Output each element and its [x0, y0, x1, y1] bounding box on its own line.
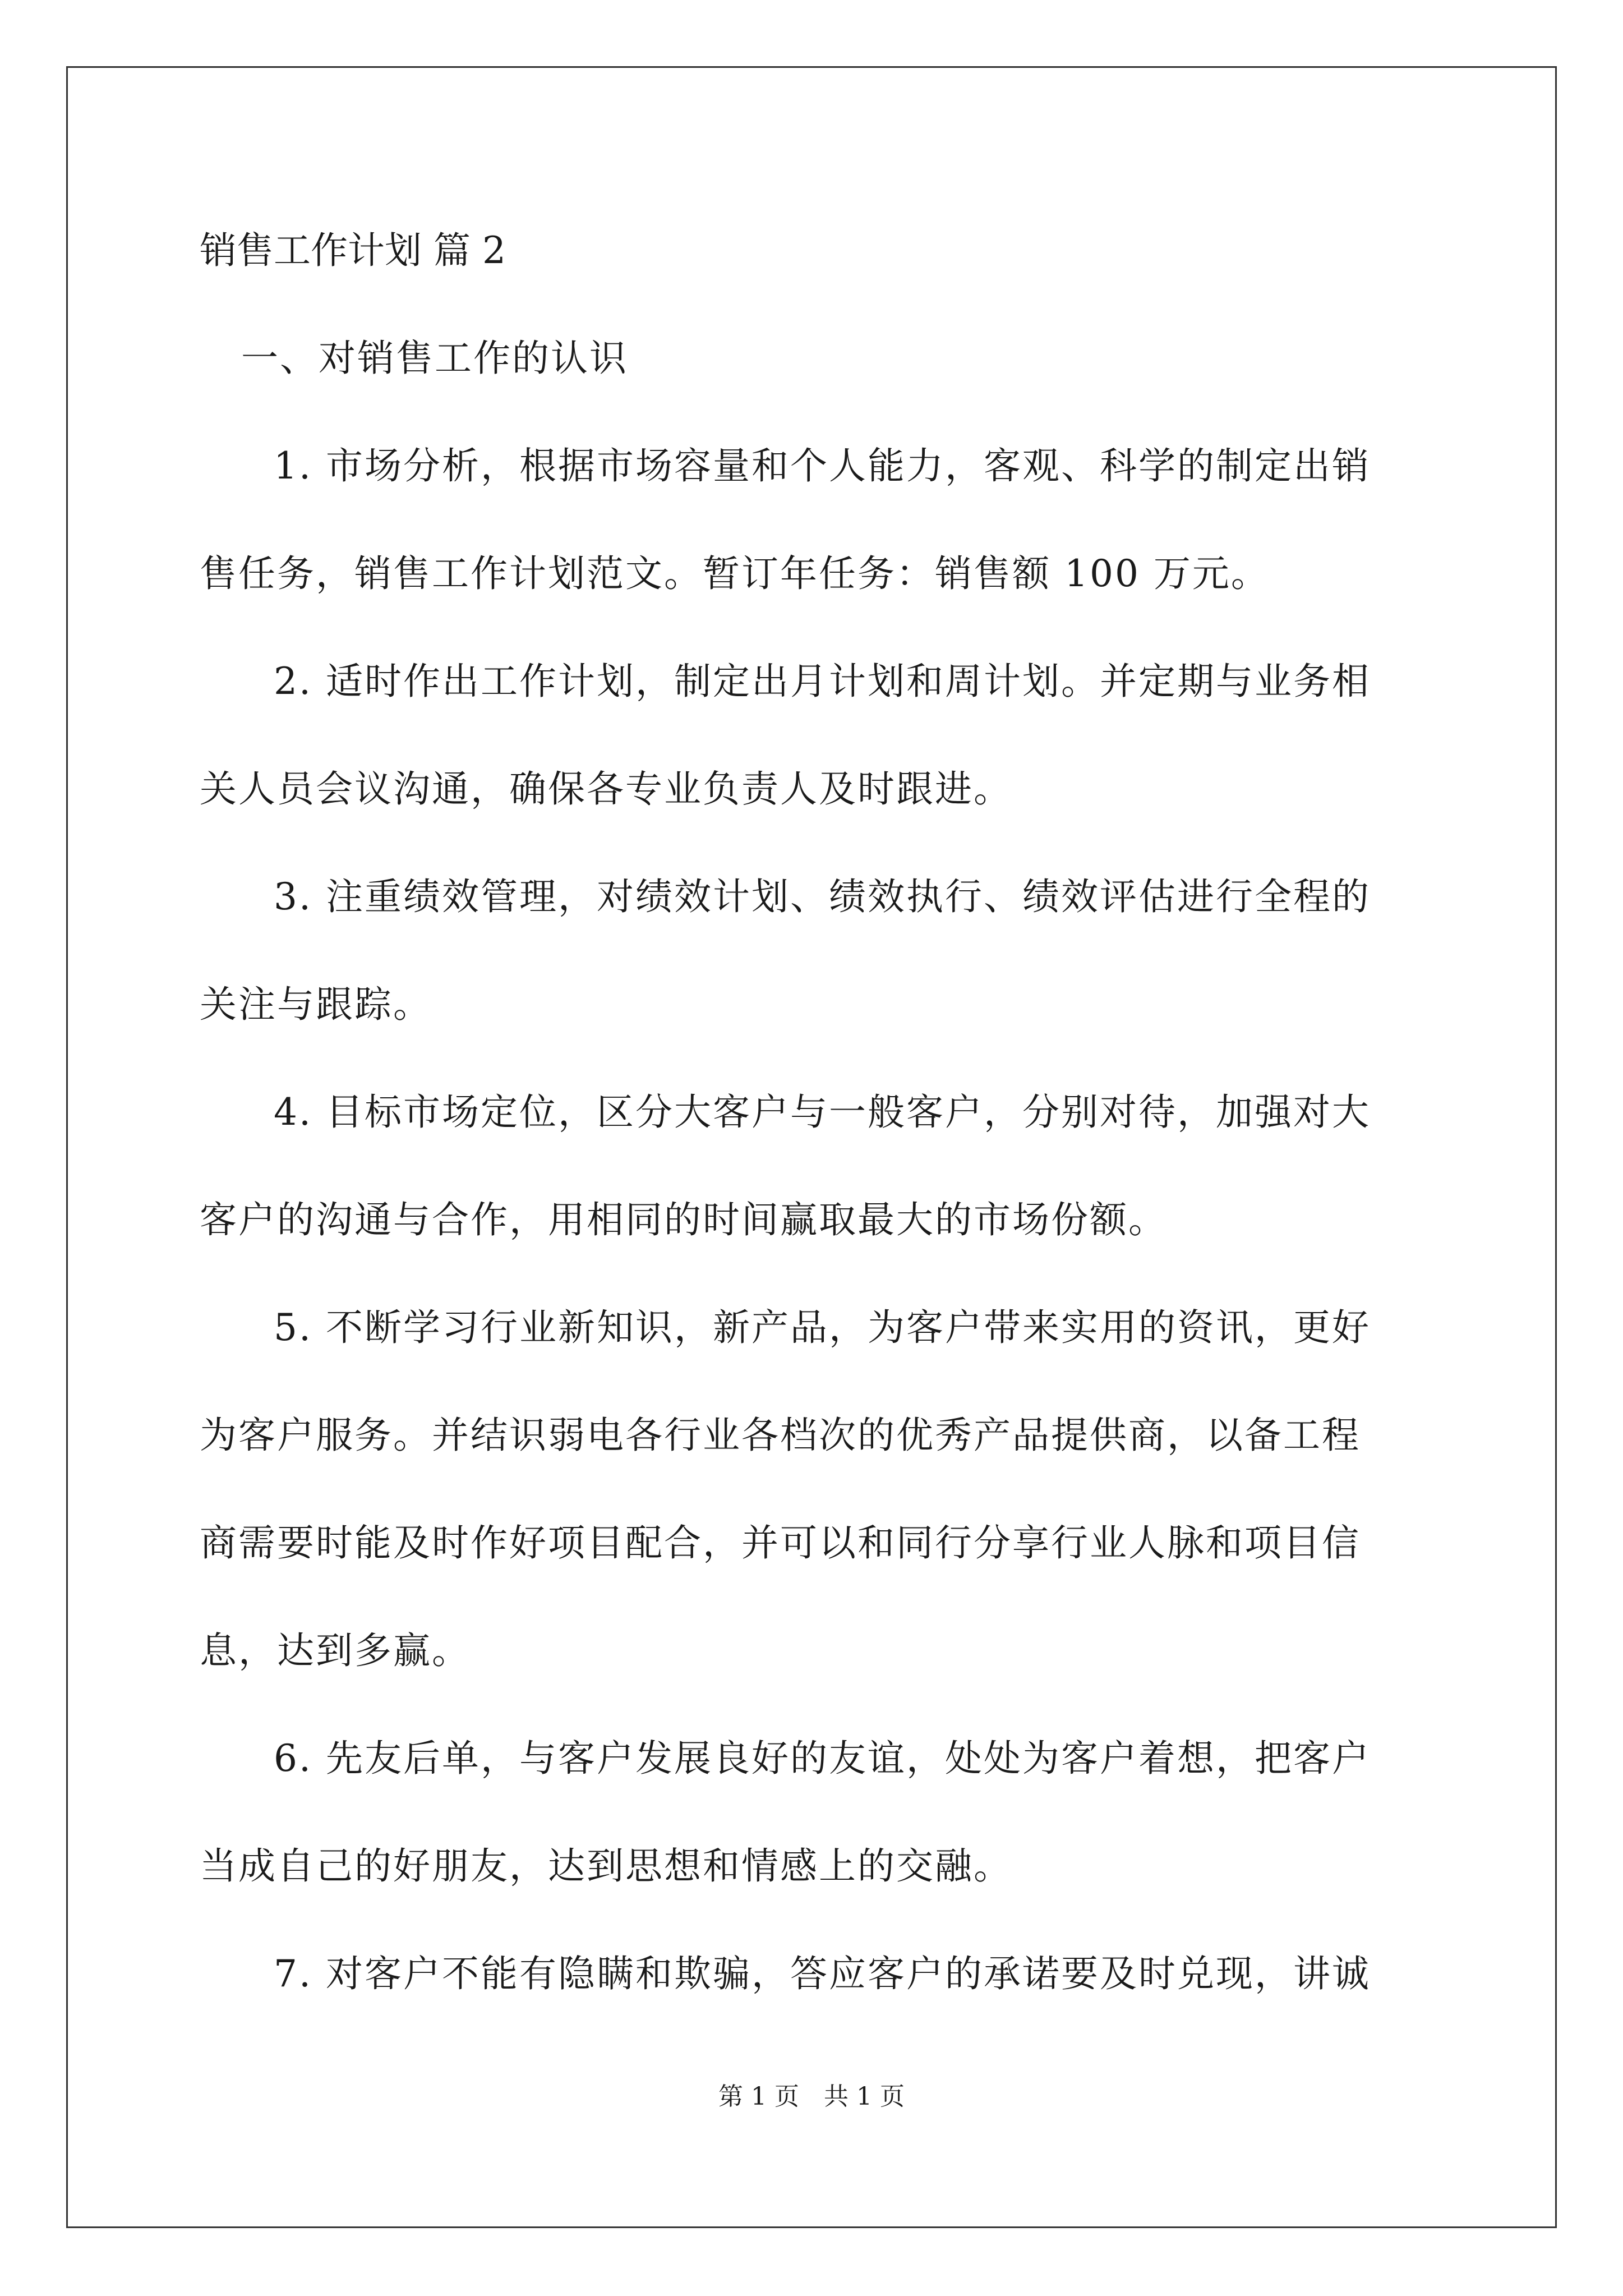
page-footer: 第 1 页 共 1 页: [718, 2082, 905, 2111]
paragraph-line: 关人员会议沟通，确保各专业负责人及时跟进。: [200, 767, 1012, 811]
paragraph-line: 当成自己的好朋友，达到思想和情感上的交融。: [200, 1844, 1012, 1888]
paragraph-6: [200, 1732, 1424, 1893]
paragraph-line: 3. 注重绩效管理，对绩效计划、绩效执行、绩效评估进行全程的: [274, 875, 1371, 918]
document-body: [200, 224, 1424, 2055]
paragraph-line: 商需要时能及时作好项目配合，并可以和同行分享行业人脉和项目信: [200, 1521, 1361, 1565]
paragraph-line: 售任务，销售工作计划范文。暂订年任务：销售额 100 万元。: [200, 552, 1270, 595]
paragraph-2: [200, 655, 1424, 816]
section-heading: 一、对销售工作的认识: [241, 337, 628, 380]
paragraph-3: [200, 871, 1424, 1031]
paragraph-line: 客户的沟通与合作，用相同的时间赢取最大的市场份额。: [200, 1198, 1167, 1241]
paragraph-7: [200, 1948, 1424, 2000]
paragraph-line: 1. 市场分析，根据市场容量和个人能力，客观、科学的制定出销: [274, 444, 1371, 487]
paragraph-line: 2. 适时作出工作计划，制定出月计划和周计划。并定期与业务相: [274, 660, 1371, 703]
paragraph-line: 息，达到多赢。: [200, 1629, 471, 1672]
paragraph-1: [200, 440, 1424, 600]
paragraph-line: 5. 不断学习行业新知识，新产品，为客户带来实用的资讯，更好: [274, 1306, 1371, 1349]
document-title: 销售工作计划 篇 2: [200, 229, 506, 272]
paragraph-line: 为客户服务。并结识弱电各行业各档次的优秀产品提供商，以备工程: [200, 1414, 1361, 1457]
paragraph-line: 4. 目标市场定位，区分大客户与一般客户，分别对待，加强对大: [274, 1091, 1371, 1134]
paragraph-line: 6. 先友后单，与客户发展良好的友谊，处处为客户着想，把客户: [274, 1737, 1371, 1780]
paragraph-4: [200, 1086, 1424, 1246]
paragraph-5: [200, 1301, 1424, 1677]
paragraph-line: 7. 对客户不能有隐瞒和欺骗，答应客户的承诺要及时兑现，讲诚: [274, 1952, 1371, 1995]
paragraph-line: 关注与跟踪。: [200, 983, 432, 1026]
